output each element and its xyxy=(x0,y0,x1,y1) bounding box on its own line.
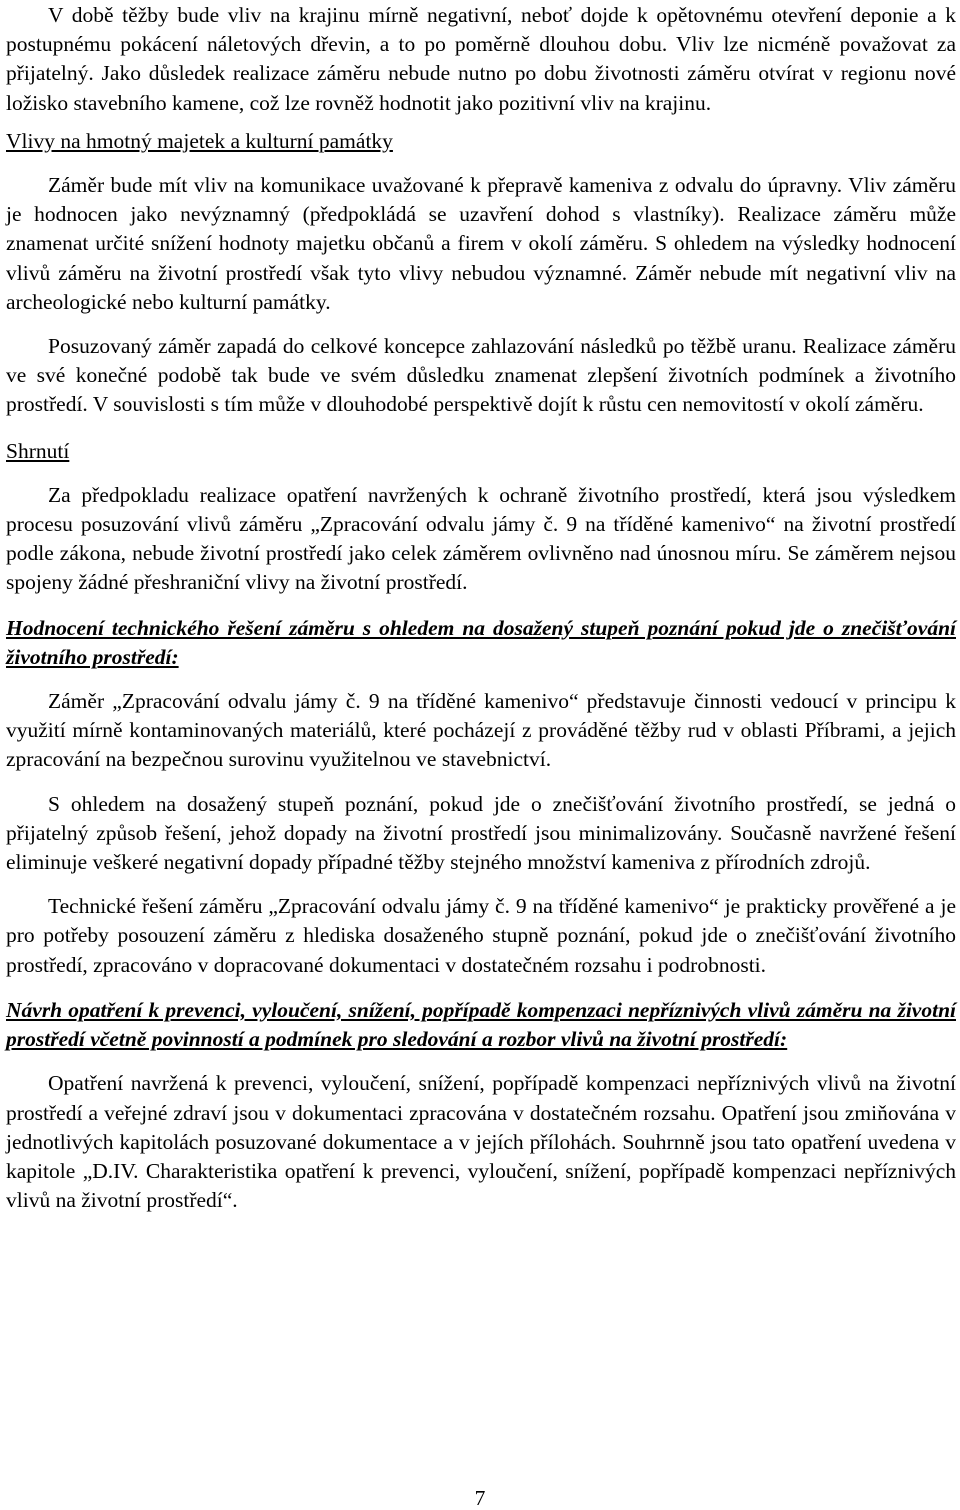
heading-measures-proposal: Návrh opatření k prevenci, vyloučení, snížení, popřípadě kompenzaci nepříznivých vlivů záměru na životní prostředí včetně povinností a podmínek pro sledování a rozbor vlivů na životní prostředí: xyxy=(6,997,956,1052)
page-number: 7 xyxy=(474,1486,486,1510)
heading-technical-evaluation: Hodnocení technického řešení záměru s ohledem na dosažený stupeň poznání pokud jde o znečišťování životního prostředí: xyxy=(6,615,956,669)
paragraph-landscape: V době těžby bude vliv na krajinu mírně negativní, neboť dojde k opětovnému otevření deponie a k postupnému pokácení náletových dřevin, a to po poměrně dlouhou dobu. Vliv lze nicméně považovat za přijatelný. Jako důsledek realizace záměru nebude nutno po dobu životnosti záměru otvírat v regionu nové ložisko stavebního kamene, což lze rovněž hodnotit jako pozitivní vliv na krajinu. xyxy=(6,3,956,115)
document-page xyxy=(6,0,956,1215)
paragraph-property-impact: Záměr bude mít vliv na komunikace uvažované k přepravě kameniva z odvalu do úpravny. Vliv záměru je hodnocen jako nevýznamný (předpokládá se uzavření dohod s vlastníky). Realizace záměru může znamenat určité snížení hodnoty majetku občanů a firem v okolí záměru. S ohledem na výsledky hodnocení vlivů záměru na životní prostředí však tyto vlivy nebudou významné. Záměr nebude mít negativní vliv na archeologické nebo kulturní památky. xyxy=(6,173,956,314)
paragraph-measures: Opatření navržená k prevenci, vyloučení, snížení, popřípadě kompenzaci nepříznivých vlivů na životní prostředí a veřejné zdraví jsou v dokumentaci zpracována v dostatečném rozsahu. Opatření jsou zmiňována v jednotlivých kapitolách posuzované dokumentace a v jejích přílohách. Souhrnně jsou tato opatření uvedena v kapitole „D.IV. Charakteristika opatření k prevenci, vyloučení, snížení, popřípadě kompenzaci nepříznivých vlivů na životní prostředí“. xyxy=(6,1071,956,1213)
paragraph-acceptable-solution: S ohledem na dosažený stupeň poznání, pokud jde o znečišťování životního prostředí, se jedná o přijatelný způsob řešení, jehož dopady na životní prostředí jsou minimalizovány. Současně navržené řešení eliminuje veškeré negativní dopady případné těžby stejného množství kameniva z přírodních zdrojů. xyxy=(6,791,956,875)
paragraph-project-description: Záměr „Zpracování odvalu jámy č. 9 na tříděné kamenivo“ představuje činnosti vedoucí v principu k využití mírně kontaminovaných materiálů, které pocházejí z prováděné těžby rud v oblasti Příbrami, a jejich zpracování na bezpečnou surovinu využitelnou ve stavebnictví. xyxy=(6,689,956,772)
paragraph-summary: Za předpokladu realizace opatření navržených k ochraně životního prostředí, která jsou výsledkem procesu posuzování vlivů záměru „Zpracování odvalu jámy č. 9 na tříděné kamenivo“ na životní prostředí podle zákona, nebude životní prostředí jako celek záměrem ovlivněno nad únosnou míru. Se záměrem nejsou spojeny žádné přeshraniční vlivy na životní prostředí. xyxy=(6,482,956,595)
paragraph-uranium-concept: Posuzovaný záměr zapadá do celkové koncepce zahlazování následků po těžbě uranu. Realizace záměru ve své konečné podobě tak bude ve svém důsledku znamenat zlepšení životních podmínek a životního prostředí. V souvislosti s tím může v dlouhodobé perspektivě dojít k růstu cen nemovitostí v okolí záměru. xyxy=(6,334,956,417)
heading-property-monuments: Vlivy na hmotný majetek a kulturní památky xyxy=(6,128,393,153)
heading-summary: Shrnutí xyxy=(6,438,70,463)
paragraph-technical-solution: Technické řešení záměru „Zpracování odvalu jámy č. 9 na tříděné kamenivo“ je prakticky prověřené a je pro potřeby posouzení záměru z hlediska dosaženého stupně poznání, pokud jde o znečišťování životního prostředí, zpracováno v dopracované dokumentaci v dostatečném rozsahu i podrobnosti. xyxy=(6,894,956,977)
